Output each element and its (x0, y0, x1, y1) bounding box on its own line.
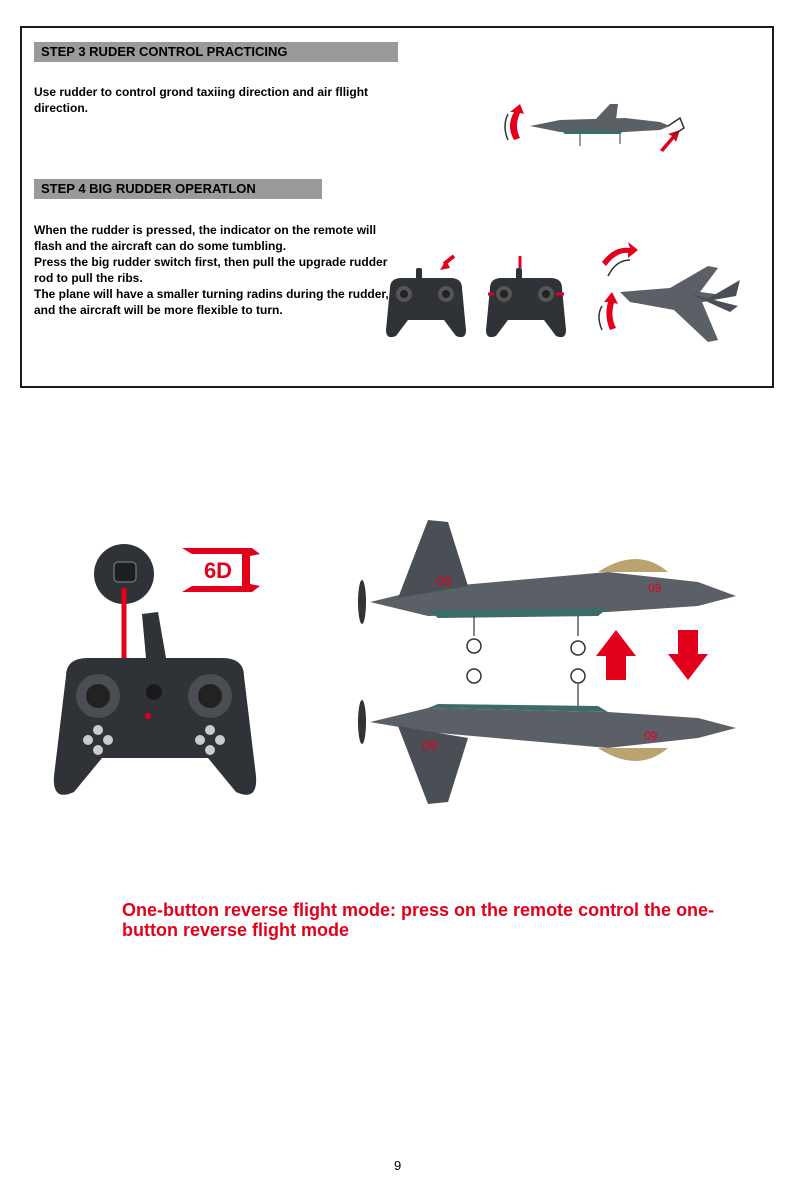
controller-icon (386, 256, 466, 337)
controller-icon (54, 612, 256, 795)
jet-icon (530, 104, 670, 146)
page-number: 9 (394, 1158, 402, 1173)
step3-paragraph: Use rudder to control grond taxiing direction and air fllight direction. (34, 85, 369, 115)
step3-heading: STEP 3 RUDER CONTROL PRACTICING (34, 42, 398, 62)
step4-controllers (384, 254, 584, 344)
reverse-mode-note: One-button reverse flight mode: press on the remote control the one-button reverse flight mode (122, 900, 715, 940)
rudder-arrow-icon (602, 242, 638, 276)
reverse-flight-illustration (348, 516, 748, 808)
step4-line: Press the big rudder switch first, then pull the upgrade rudder rod to pull the ribs. (34, 255, 388, 285)
aircraft-marking: 09 (422, 737, 438, 753)
step4-text (34, 222, 400, 318)
rudder-arrow-icon (599, 292, 618, 330)
step3-jet-illustration (500, 96, 700, 160)
mode-badge-label: 6D (203, 558, 233, 583)
up-arrow-icon (596, 630, 636, 680)
step4-heading: STEP 4 BIG RUDDER OPERATLON (34, 179, 322, 199)
step3-text (34, 84, 404, 116)
down-arrow-icon (668, 630, 708, 680)
step4-jet-illustration (590, 236, 750, 366)
landing-gear-icons (467, 616, 585, 706)
aircraft-marking: 09 (648, 581, 662, 595)
controller-icon (486, 256, 566, 337)
aircraft-marking: 09 (644, 729, 658, 743)
step4-line: When the rudder is pressed, the indicator on the remote will flash and the aircraft can do some tumbling. (34, 223, 377, 253)
rudder-arrow-icon (660, 118, 684, 152)
aircraft-marking: 09 (436, 573, 452, 589)
jet-icon (358, 520, 736, 624)
jet-icon (620, 266, 740, 342)
mode-badge (180, 544, 262, 596)
jet-icon (358, 700, 736, 804)
rudder-arrow-icon (505, 104, 524, 140)
step4-line: The plane will have a smaller turning radins during the rudder, and the aircraft will be more flexible to turn. (34, 287, 389, 317)
